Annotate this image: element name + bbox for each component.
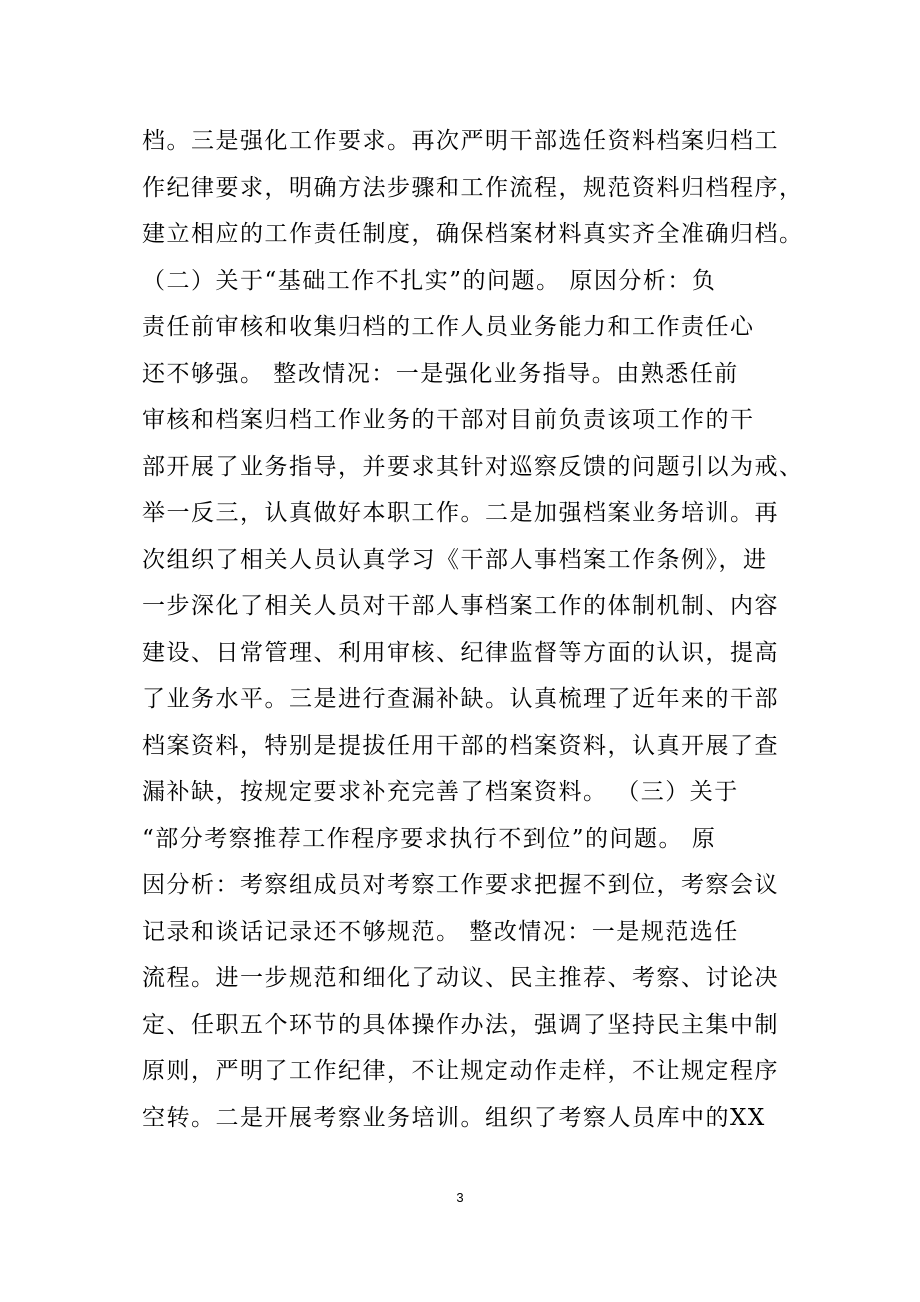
text-line: “部分考察推荐工作程序要求执行不到位”的问题。 原 bbox=[142, 825, 717, 852]
text-line: 流程。进一步规范和细化了动议、民主推荐、考察、讨论决 bbox=[142, 965, 779, 991]
text-line: 空转。二是开展考察业务培训。组织了考察人员库中的XX bbox=[142, 1104, 766, 1131]
text-line: 档。三是强化工作要求。再次严明干部选任资料档案归档工 bbox=[142, 128, 779, 154]
text-line: 举一反三，认真做好本职工作。二是加强档案业务培训。再 bbox=[142, 500, 779, 526]
text-line: 定、任职五个环节的具体操作办法，强调了坚持民主集中制 bbox=[142, 1011, 779, 1038]
text-line: 次组织了相关人员认真学习《干部人事档案工作条例》，进 bbox=[142, 546, 768, 573]
text-line: （二）关于“基础工作不扎实”的问题。 原因分析：负 bbox=[142, 267, 717, 294]
text-line: 责任前审核和收集归档的工作人员业务能力和工作责任心 bbox=[142, 314, 755, 340]
text-line: 记录和谈话记录还不够规范。 整改情况：一是规范选任 bbox=[142, 918, 739, 945]
text-line: 漏补缺，按规定要求补充完善了档案资料。 （三）关于 bbox=[142, 779, 739, 805]
text-line: 部开展了业务指导，并要求其针对巡察反馈的问题引以为戒、 bbox=[142, 453, 804, 480]
document-body bbox=[142, 118, 804, 1141]
text-line: 建设、日常管理、利用审核、纪律监督等方面的认识，提高 bbox=[142, 639, 779, 666]
text-line: 还不够强。 整改情况：一是强化业务指导。由熟悉任前 bbox=[142, 360, 739, 387]
text-line: 建立相应的工作责任制度，确保档案材料真实齐全准确归档。 bbox=[142, 221, 804, 247]
text-line: 原则，严明了工作纪律，不让规定动作走样，不让规定程序 bbox=[142, 1058, 779, 1084]
text-line: 档案资料，特别是提拔任用干部的档案资料，认真开展了查 bbox=[142, 732, 779, 759]
text-line: 作纪律要求，明确方法步骤和工作流程，规范资料归档程序， bbox=[142, 174, 804, 201]
page-number: 3 bbox=[456, 1190, 464, 1205]
text-line: 了业务水平。三是进行查漏补缺。认真梳理了近年来的干部 bbox=[142, 686, 779, 712]
text-line: 一步深化了相关人员对干部人事档案工作的体制机制、内容 bbox=[142, 593, 779, 619]
text-line: 因分析：考察组成员对考察工作要求把握不到位，考察会议 bbox=[142, 872, 779, 898]
text-line: 审核和档案归档工作业务的干部对目前负责该项工作的干 bbox=[142, 407, 755, 433]
